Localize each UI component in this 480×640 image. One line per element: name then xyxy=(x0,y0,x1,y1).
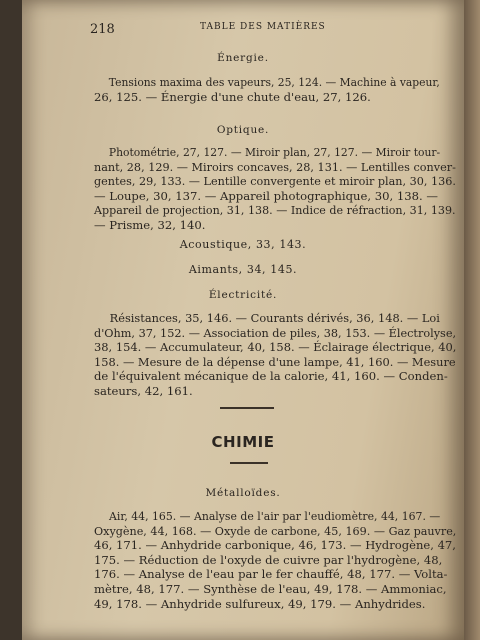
entry-line: 158. — Mesure de la dépense d'une lampe, 41, 160. — Mesure xyxy=(94,354,456,369)
entry-optique xyxy=(94,145,456,233)
entry-line: 38, 154. — Accumulateur, 40, 158. — Éclairage électrique, 40, xyxy=(94,340,457,355)
entry-electricite xyxy=(94,311,456,399)
entry-line: 26, 125. — Énergie d'une chute d'eau, 27, 126. xyxy=(94,89,371,104)
entry-line: Photométrie, 27, 127. — Miroir plan, 27, 127. — Miroir tour- xyxy=(108,145,441,159)
entry-line: 49, 178. — Anhydride sulfureux, 49, 179. — Anhydrides. xyxy=(94,596,426,611)
entry-aimants: Aimants, 34, 145. xyxy=(188,263,298,276)
entry-line: gentes, 29, 133. — Lentille convergente et miroir plan, 30, 136. xyxy=(94,174,456,189)
divider-rule xyxy=(230,462,268,464)
entry-line: de l'équivalent mécanique de la calorie, 41, 160. — Conden- xyxy=(94,369,448,384)
entry-acoustique: Acoustique, 33, 143. xyxy=(179,238,307,251)
divider-rule xyxy=(220,407,274,409)
section-heading-optique: Optique. xyxy=(216,124,270,136)
entry-line: d'Ohm, 37, 152. — Association de piles, 38, 153. — Électrolyse, xyxy=(94,325,457,340)
entry-line: sateurs, 42, 161. xyxy=(94,383,193,398)
entry-metalloides xyxy=(94,509,456,611)
section-heading-electricite: Électricité. xyxy=(208,289,278,301)
page-number: 218 xyxy=(90,22,115,37)
entry-line: — Loupe, 30, 137. — Appareil photographique, 30, 138. — xyxy=(94,188,438,203)
entry-line: 176. — Analyse de l'eau par le fer chauffé, 48, 177. — Volta- xyxy=(94,567,448,582)
entry-energie xyxy=(94,75,456,104)
part-title-chimie: CHIMIE xyxy=(211,433,275,451)
book-edge xyxy=(464,0,480,640)
section-heading-energie: Énergie. xyxy=(217,52,269,64)
section-heading-metalloides: Métalloïdes. xyxy=(205,487,281,499)
entry-line: mètre, 48, 177. — Synthèse de l'eau, 49, 178. — Ammoniac, xyxy=(94,581,447,596)
entry-line: Résistances, 35, 146. — Courants dérivés, 36, 148. — Loi xyxy=(109,311,440,325)
entry-line: 175. — Réduction de l'oxyde de cuivre par l'hydrogène, 48, xyxy=(94,552,443,567)
entry-line: Appareil de projection, 31, 138. — Indice de réfraction, 31, 139. xyxy=(94,203,456,218)
book-page xyxy=(22,0,464,640)
entry-line: 46, 171. — Anhydride carbonique, 46, 173. — Hydrogène, 47, xyxy=(94,538,456,553)
page-header xyxy=(90,18,450,38)
entry-line: Air, 44, 165. — Analyse de l'air par l'eudiomètre, 44, 167. — xyxy=(109,509,441,523)
running-title: TABLE DES MATIÈRES xyxy=(200,22,326,32)
entry-line: — Prisme, 32, 140. xyxy=(94,217,206,232)
entry-line: Tensions maxima des vapeurs, 25, 124. — Machine à vapeur, xyxy=(108,75,440,89)
entry-line: nant, 28, 129. — Miroirs concaves, 28, 131. — Lentilles conver- xyxy=(94,159,456,174)
entry-line: Oxygène, 44, 168. — Oxyde de carbone, 45, 169. — Gaz pauvre, xyxy=(94,523,457,538)
